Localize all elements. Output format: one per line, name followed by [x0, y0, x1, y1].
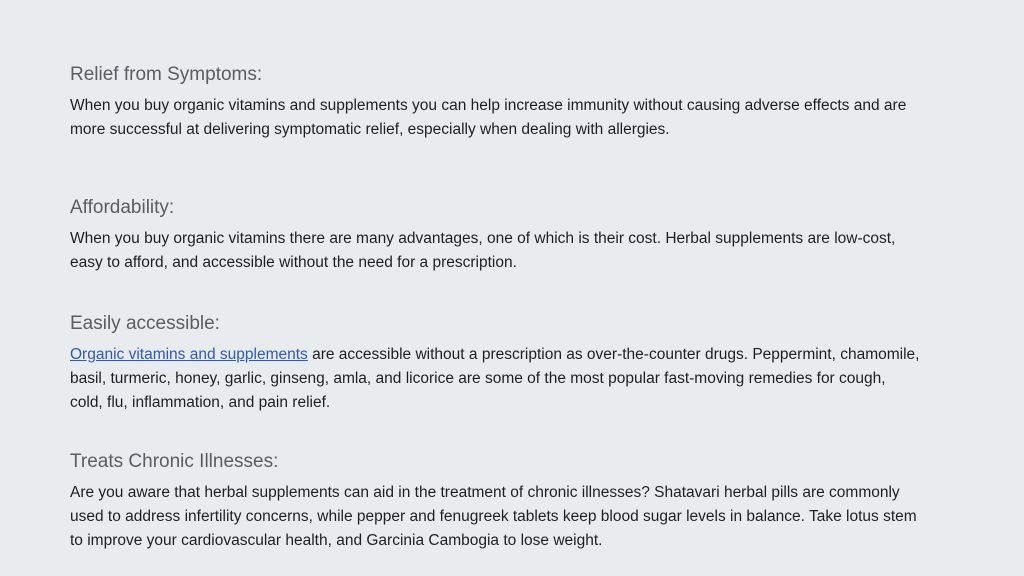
section-affordability — [70, 196, 920, 275]
section-body: are accessible without a prescription as over-the-counter drugs. Peppermint, chamomile, basil, turmeric, honey, garlic, ginseng, amla, and licorice are some of the most popular fast-moving remedies for cough, cold, flu, inflammation, and pain relief. — [70, 346, 920, 411]
section-body: When you buy organic vitamins and supplements you can help increase immunity without causing adverse effects and are more successful at delivering symptomatic relief, especially when dealing with allergies. — [70, 97, 907, 138]
section-body: Are you aware that herbal supplements can aid in the treatment of chronic illnesses? Shatavari herbal pills are commonly used to address infertility concerns, while pepper and fenugreek tablets keep blood sugar levels in balance. Take lotus stem to improve your cardiovascular health, and Garcinia Cambogia to lose weight. — [70, 484, 917, 549]
organic-vitamins-link[interactable]: Organic vitamins and supplements — [70, 346, 308, 363]
section-easily-accessible — [70, 312, 920, 415]
section-body-container — [70, 343, 920, 415]
section-heading: Relief from Symptoms: — [70, 64, 263, 85]
section-treats-chronic-illnesses — [70, 450, 920, 553]
section-relief-from-symptoms — [70, 63, 920, 142]
section-heading: Affordability: — [70, 197, 175, 218]
section-body: When you buy organic vitamins there are many advantages, one of which is their cost. Herbal supplements are low-cost, easy to afford, and accessible without the need for a prescription. — [70, 230, 896, 271]
section-heading: Treats Chronic Illnesses: — [70, 451, 279, 472]
section-heading: Easily accessible: — [70, 313, 220, 334]
